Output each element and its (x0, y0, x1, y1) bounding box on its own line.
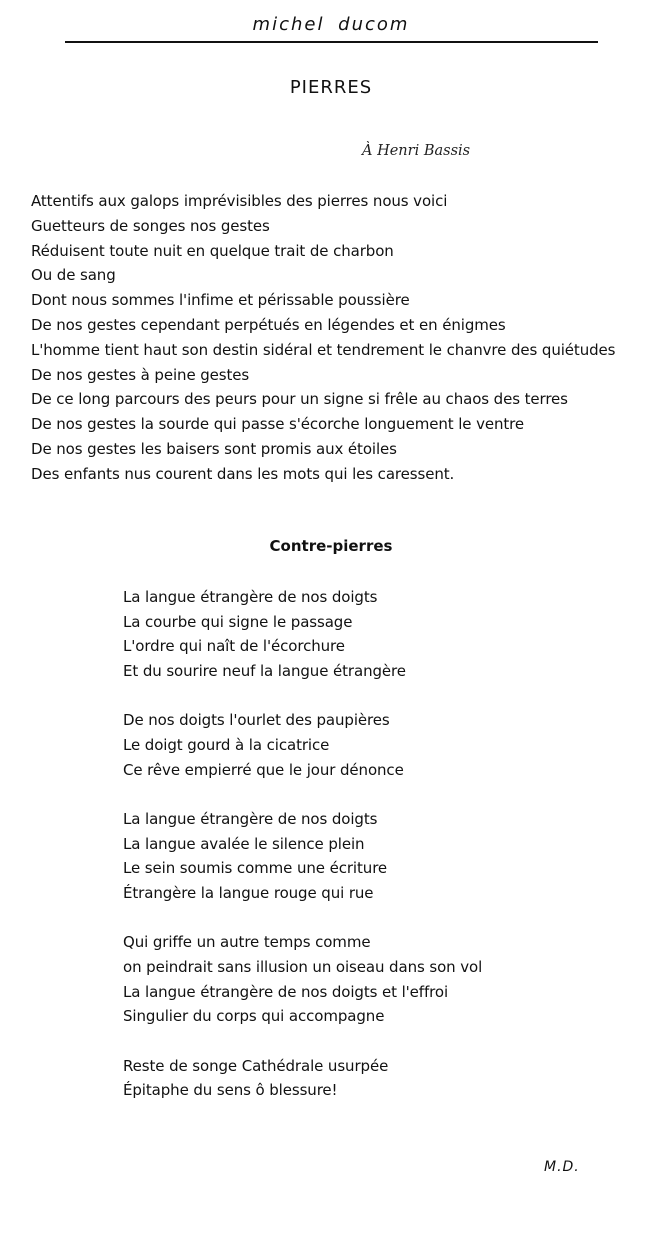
poem-line: De nos gestes la sourde qui passe s'écorche longuement le ventre (31, 415, 525, 434)
section-title: Contre-pierres (269, 537, 393, 555)
poem-line: Attentifs aux galops imprévisibles des pierres nous voici (31, 192, 448, 210)
poem-line: Épitaphe du sens ô blessure! (123, 1081, 338, 1100)
poem-line: Réduisent toute nuit en quelque trait de charbon (31, 241, 394, 260)
poem-line: De nos doigts l'ourlet des paupières (123, 711, 390, 730)
poem-line: La langue étrangère de nos doigts et l'effroi (123, 982, 449, 1001)
poem-line: Guetteurs de songes nos gestes (31, 216, 270, 235)
poem-line: Le sein soumis comme une écriture (123, 859, 388, 878)
second-poem (123, 585, 482, 1127)
poem-title: PIERRES (289, 77, 373, 98)
stanza (123, 807, 482, 906)
header-rule (65, 41, 598, 43)
poem-line: Et du sourire neuf la langue étrangère (123, 662, 406, 681)
poem-line: Dont nous sommes l'infime et périssable poussière (31, 291, 410, 310)
dedication: À Henri Bassis (362, 143, 471, 159)
stanza (123, 930, 482, 1029)
author-signature: M.D. (544, 1159, 580, 1175)
poem-line: De ce long parcours des peurs pour un signe si frêle au chaos des terres (31, 390, 568, 409)
poem-line: La langue avalée le silence plein (123, 834, 365, 853)
poem-line: La langue étrangère de nos doigts (123, 809, 378, 828)
poem-line: La langue étrangère de nos doigts (123, 588, 378, 606)
poem-body (31, 189, 615, 487)
poem-line: La courbe qui signe le passage (123, 612, 353, 631)
stanza (123, 585, 482, 684)
poem-line: Étrangère la langue rouge qui rue (123, 884, 374, 903)
poem-line: on peindrait sans illusion un oiseau dans son vol (123, 957, 483, 976)
stanza (123, 708, 482, 782)
poem-line: Ou de sang (31, 266, 116, 285)
poem-line: Reste de songe Cathédrale usurpée (123, 1056, 389, 1075)
poem-line: Des enfants nus courent dans les mots qui les caressent. (31, 464, 455, 483)
stanza (123, 1054, 482, 1103)
poem-line: Qui griffe un autre temps comme (123, 933, 371, 952)
poem-line: L'ordre qui naît de l'écorchure (123, 637, 345, 656)
poem-line: Le doigt gourd à la cicatrice (123, 736, 330, 755)
running-head: michel ducom (252, 14, 410, 35)
poem-line: De nos gestes à peine gestes (31, 365, 250, 384)
poem-line: Ce rêve empierré que le jour dénonce (123, 760, 404, 779)
poem-line: Singulier du corps qui accompagne (123, 1007, 385, 1026)
poem-line: De nos gestes les baisers sont promis aux étoiles (31, 439, 397, 458)
poem-line: L'homme tient haut son destin sidéral et tendrement le chanvre des quiétudes (31, 340, 616, 359)
poem-line: De nos gestes cependant perpétués en légendes et en énigmes (31, 315, 506, 334)
